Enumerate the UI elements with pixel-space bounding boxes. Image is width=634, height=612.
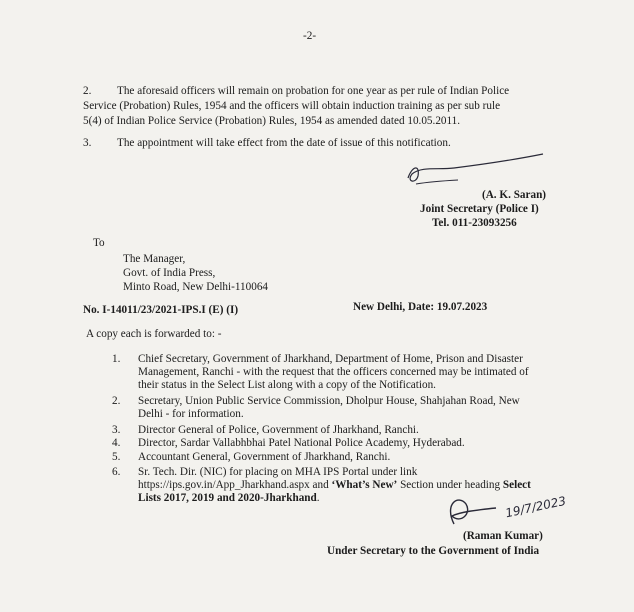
handwritten-date: 19/7/2023 bbox=[504, 493, 568, 521]
list-line: their status in the Select List along with a copy of the Notification. bbox=[138, 379, 436, 391]
section-name: ‘What’s New’ bbox=[331, 479, 398, 491]
paragraph-line: The aforesaid officers will remain on probation for one year as per rule of Indian Police bbox=[117, 85, 510, 97]
address-line: Govt. of India Press, bbox=[123, 267, 216, 279]
to-label: To bbox=[93, 237, 105, 249]
heading-text: Select bbox=[502, 479, 531, 491]
signatory-telephone: Tel. 011-23093256 bbox=[432, 217, 517, 229]
reference-number: No. I-14011/23/2021-IPS.I (E) (I) bbox=[83, 304, 239, 316]
signatory-name: (A. K. Saran) bbox=[482, 189, 547, 201]
signature-image bbox=[440, 494, 500, 530]
signatory-name: (Raman Kumar) bbox=[463, 530, 543, 542]
paragraph-line: Service (Probation) Rules, 1954 and the officers will obtain induction training as per sub rule bbox=[83, 100, 501, 112]
paragraph-line: The appointment will take effect from the date of issue of this notification. bbox=[117, 137, 451, 149]
list-number: 1. bbox=[112, 353, 121, 365]
list-line: Accountant General, Government of Jharkhand, Ranchi. bbox=[138, 451, 391, 463]
paragraph-number: 3. bbox=[83, 137, 92, 149]
paragraph-line: 5(4) of Indian Police Service (Probation) Rules, 1954 as amended dated 10.05.2011. bbox=[83, 115, 461, 127]
list-line: Secretary, Union Public Service Commission, Dholpur House, Shahjahan Road, New bbox=[138, 395, 520, 407]
address-line: The Manager, bbox=[123, 253, 186, 265]
heading-text: Lists 2017, 2019 and 2020-Jharkhand bbox=[138, 492, 317, 504]
list-line: Director General of Police, Government of Jharkhand, Ranchi. bbox=[138, 424, 419, 436]
page-number: -2- bbox=[303, 30, 317, 42]
list-line: Director, Sardar Vallabhbhai Patel National Police Academy, Hyderabad. bbox=[138, 437, 465, 449]
list-number: 5. bbox=[112, 451, 121, 463]
signature-image bbox=[398, 146, 548, 190]
list-number: 4. bbox=[112, 437, 121, 449]
list-number: 2. bbox=[112, 395, 121, 407]
list-line bbox=[138, 491, 320, 505]
forward-intro: A copy each is forwarded to: - bbox=[86, 328, 222, 340]
list-line: Chief Secretary, Government of Jharkhand, Department of Home, Prison and Disaster bbox=[138, 353, 523, 365]
paragraph-number: 2. bbox=[83, 85, 92, 97]
list-line: Sr. Tech. Dir. (NIC) for placing on MHA IPS Portal under link bbox=[138, 466, 418, 478]
list-line: Delhi - for information. bbox=[138, 408, 244, 420]
link-text: https://ips.gov.in/App_Jharkhand.aspx and bbox=[138, 479, 332, 491]
list-line: Management, Ranchi - with the request that the officers concerned may be intimated of bbox=[138, 366, 529, 378]
list-text: . bbox=[316, 492, 320, 504]
address-line: Minto Road, New Delhi-110064 bbox=[123, 281, 269, 293]
reference-date: New Delhi, Date: 19.07.2023 bbox=[353, 301, 488, 313]
list-number: 6. bbox=[112, 466, 121, 478]
signatory-title: Under Secretary to the Government of India bbox=[327, 545, 540, 557]
list-text: Section under heading bbox=[397, 479, 503, 491]
list-number: 3. bbox=[112, 424, 121, 436]
signatory-title: Joint Secretary (Police I) bbox=[420, 203, 539, 215]
